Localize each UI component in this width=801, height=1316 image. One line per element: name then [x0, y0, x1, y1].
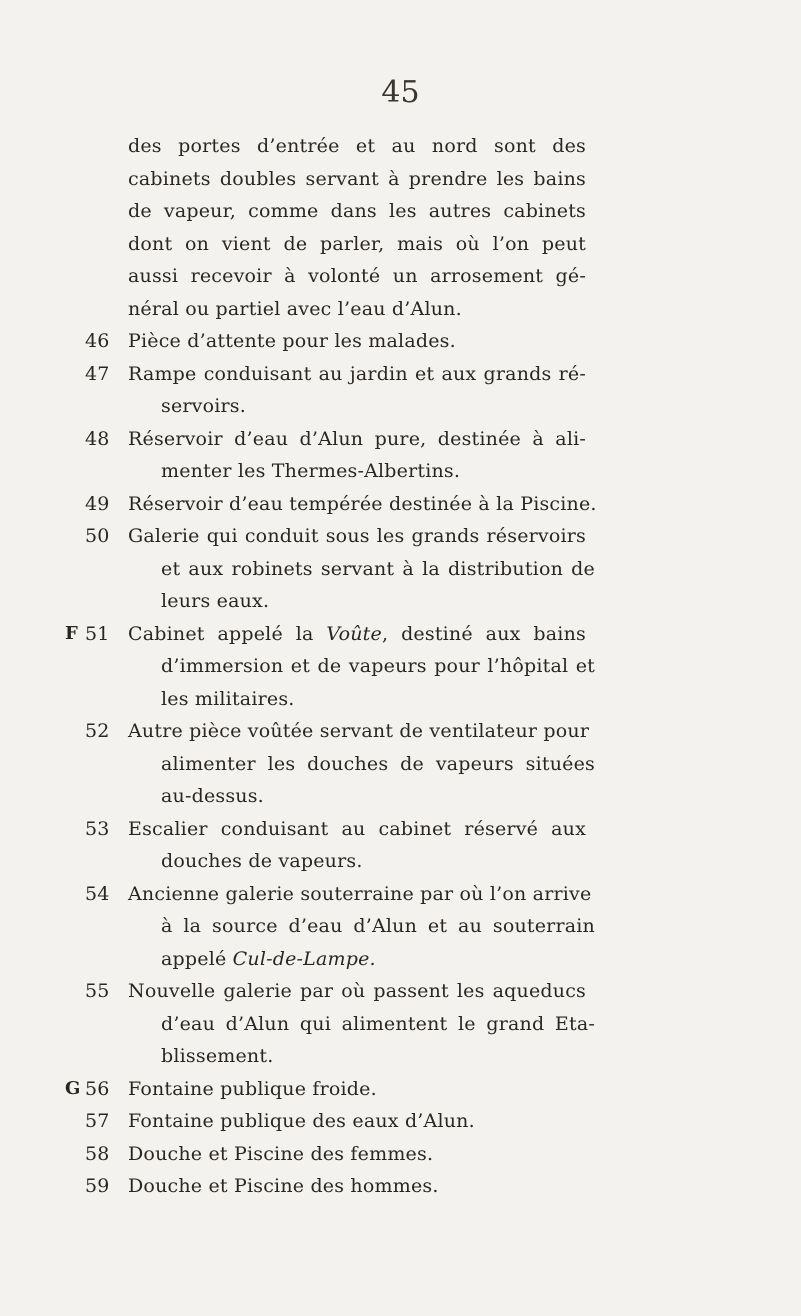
intro-line: dont on vient de parler, mais où l’on peut: [128, 232, 586, 255]
entry-text: les militaires.: [161, 687, 295, 710]
entry-text: d’eau d’Alun qui alimentent le grand Eta-: [161, 1012, 595, 1035]
entry-text: Escalier conduisant au cabinet réservé aux: [128, 817, 586, 840]
italic-term: Cul-de-Lampe.: [232, 947, 376, 970]
entry-number: 59: [85, 1175, 110, 1197]
entry-text: d’immersion et de vapeurs pour l’hôpital et: [161, 655, 595, 677]
entry-number: 46: [85, 330, 110, 352]
page-number: 45: [381, 75, 420, 110]
entry-number: 57: [85, 1110, 110, 1132]
entry-text: Rampe conduisant au jardin et aux grands ré-: [128, 362, 586, 385]
section-letter: F: [65, 622, 78, 644]
entry-number: 58: [85, 1142, 110, 1165]
entry-text: Fontaine publique froide.: [128, 1077, 377, 1100]
entry-text: Fontaine publique des eaux d’Alun.: [128, 1110, 475, 1132]
entry-number: 48: [85, 427, 110, 450]
entry-number: 51: [85, 622, 110, 645]
entry-text: leurs eaux.: [161, 590, 270, 612]
entry-number: 55: [85, 980, 110, 1002]
entry-number: 50: [85, 525, 110, 547]
entry-text: blissement.: [161, 1045, 274, 1067]
intro-line: des portes d’entrée et au nord sont des: [128, 135, 586, 157]
entry-text: Galerie qui conduit sous les grands réservoirs: [128, 525, 586, 547]
section-letter: G: [65, 1077, 81, 1099]
entry-number: 56: [85, 1077, 110, 1100]
entry-text: Nouvelle galerie par où passent les aqueducs: [128, 980, 586, 1002]
entry-text: Douche et Piscine des femmes.: [128, 1142, 434, 1165]
entry-number: 53: [85, 817, 110, 840]
entry-text: douches de vapeurs.: [161, 850, 363, 872]
intro-line: cabinets doubles servant à prendre les bains: [128, 167, 586, 190]
entry-number: 52: [85, 720, 110, 742]
entry-text: Réservoir d’eau d’Alun pure, destinée à ali-: [128, 427, 586, 450]
entry-text: servoirs.: [161, 395, 246, 417]
entry-text: Ancienne galerie souterraine par où l’on arrive: [128, 882, 592, 905]
entry-text: au-dessus.: [161, 785, 264, 807]
entry-number: 47: [85, 362, 110, 385]
intro-line: aussi recevoir à volonté un arrosement gé-: [128, 265, 586, 287]
entry-text: Douche et Piscine des hommes.: [128, 1175, 439, 1197]
intro-line: néral ou partiel avec l’eau d’Alun.: [128, 297, 462, 320]
entry-text: menter les Thermes-Albertins.: [161, 460, 461, 482]
entry-number: 49: [85, 492, 110, 515]
entry-text: appelé Cul-de-Lampe.: [161, 947, 376, 970]
entry-text: à la source d’eau d’Alun et au souterrain: [161, 915, 595, 937]
entry-text: et aux robinets servant à la distribution de: [161, 557, 595, 580]
entry-text: Autre pièce voûtée servant de ventilateur pour: [128, 720, 590, 742]
intro-line: de vapeur, comme dans les autres cabinets: [128, 200, 586, 222]
entry-number: 54: [85, 882, 110, 905]
entry-text: Cabinet appelé la Voûte, destiné aux bains: [128, 622, 586, 645]
entry-text: Réservoir d’eau tempérée destinée à la Piscine.: [128, 492, 597, 515]
italic-term: Voûte: [326, 622, 382, 645]
entry-text: alimenter les douches de vapeurs situées: [161, 752, 595, 775]
entry-text: Pièce d’attente pour les malades.: [128, 330, 456, 352]
